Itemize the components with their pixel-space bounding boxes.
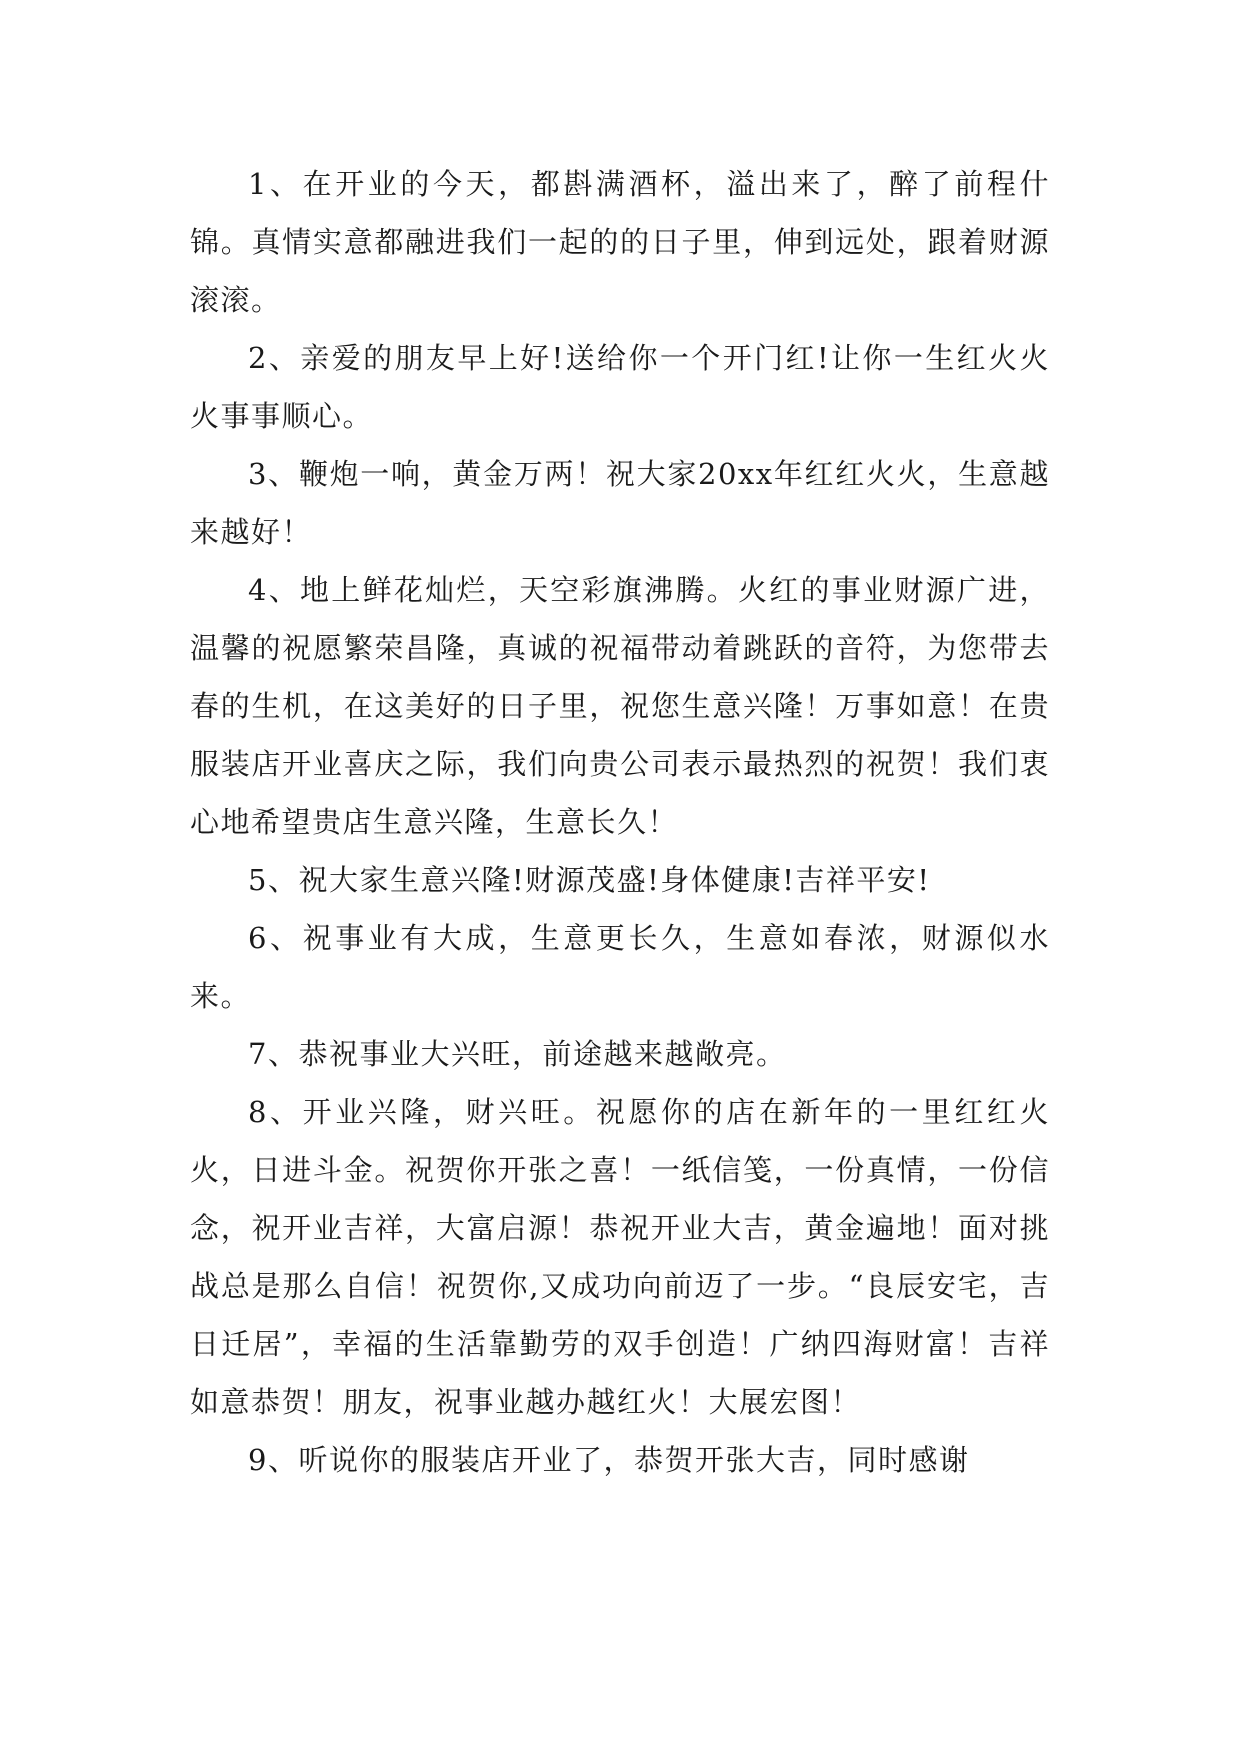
- paragraph-3: 3、鞭炮一响，黄金万两！祝大家20xx年红红火火，生意越来越好！: [190, 457, 1050, 549]
- paragraph-5: 5、祝大家生意兴隆!财源茂盛!身体健康!吉祥平安!: [248, 863, 931, 897]
- paragraph-2: 2、亲爱的朋友早上好!送给你一个开门红!让你一生红火火火事事顺心。: [190, 341, 1050, 433]
- document-body: [190, 155, 1050, 1489]
- paragraph-9: 9、听说你的服装店开业了，恭贺开张大吉，同时感谢: [248, 1443, 970, 1477]
- paragraph-7: 7、恭祝事业大兴旺，前途越来越敞亮。: [248, 1037, 787, 1071]
- paragraph-6: 6、祝事业有大成，生意更长久，生意如春浓，财源似水来。: [190, 921, 1050, 1013]
- paragraph-4: 4、地上鲜花灿烂，天空彩旗沸腾。火红的事业财源广进，温馨的祝愿繁荣昌隆，真诚的祝福带动着跳跃的音符，为您带去春的生机，在这美好的日子里，祝您生意兴隆！万事如意！在贵服装店开业喜庆之际，我们向贵公司表示最热烈的祝贺！我们衷心地希望贵店生意兴隆，生意长久！: [190, 573, 1050, 839]
- paragraph-8: 8、开业兴隆，财兴旺。祝愿你的店在新年的一里红红火火，日进斗金。祝贺你开张之喜！一纸信笺，一份真情，一份信念，祝开业吉祥，大富启源！恭祝开业大吉，黄金遍地！面对挑战总是那么自信！祝贺你,又成功向前迈了一步。“良辰安宅，吉日迁居”，幸福的生活靠勤劳的双手创造！广纳四海财富！吉祥如意恭贺！朋友，祝事业越办越红火！大展宏图！: [190, 1095, 1050, 1419]
- paragraph-1: 1、在开业的今天，都斟满酒杯，溢出来了，醉了前程什锦。真情实意都融进我们一起的的日子里，伸到远处，跟着财源滚滚。: [190, 167, 1050, 317]
